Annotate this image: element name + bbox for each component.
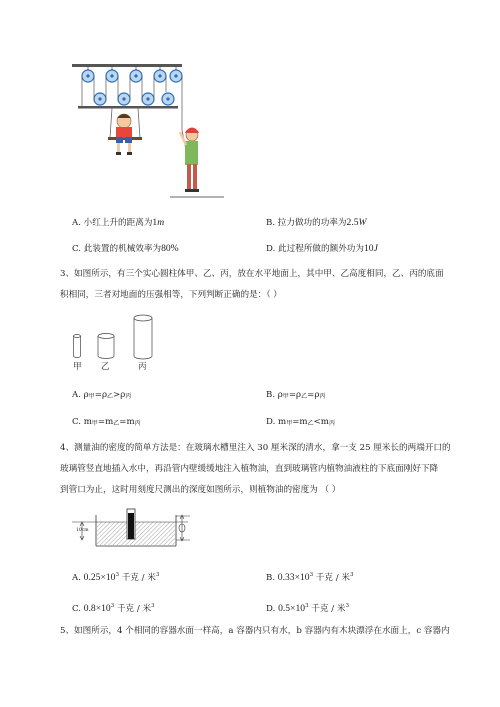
q3-option-b-rho2: =ρ [288, 390, 302, 400]
q4-option-d-unit-exp: 3 [345, 603, 349, 609]
q2-option-c-value: 80% [161, 243, 179, 254]
q2-option-b-unit: W [358, 217, 367, 228]
q3-option-d-m2: =m [292, 417, 308, 427]
q4-option-c-prefix: C. [72, 604, 84, 614]
q2-option-b-value: 2.5 [346, 217, 359, 228]
cylinder-label-jia: 甲 [73, 362, 82, 372]
q3-option-c-m3: =m [119, 417, 135, 427]
q3-option-a-rho3: >ρ [113, 390, 126, 400]
q3-option-d-sub1: 甲 [286, 420, 293, 427]
q3-option-c-m2: =m [97, 417, 114, 427]
q3-option-d-m1: D. m [266, 417, 287, 427]
q2-option-c-prefix: C. 此装置的机械效率为 [72, 244, 162, 254]
q2-option-b-prefix: B. 拉力做功的功率为 [266, 218, 347, 228]
q4-option-a[interactable] [72, 569, 159, 584]
q3-option-b-rho3: =ρ [307, 390, 320, 400]
q4-option-d-prefix: D. [266, 604, 279, 614]
water-region [97, 522, 175, 545]
q4-option-a-exp: 3 [115, 572, 119, 578]
q4-option-b-exp: 3 [309, 572, 314, 578]
q2-option-d-prefix: D. 此过程所做的额外功为 [266, 244, 364, 254]
q2-option-a-value: 1 [152, 217, 158, 228]
q3-option-d-sub3: 丙 [328, 420, 335, 427]
q4-option-d-exp: 3 [305, 603, 309, 609]
q4-option-a-unit: 千克 / 米 [118, 573, 156, 583]
q2-option-a-prefix: A. 小红上升的距离为 [72, 218, 153, 228]
q4-option-d-value: 0.5×10 [278, 603, 306, 614]
q3-option-c-sub1: 甲 [91, 420, 98, 427]
q3-stem-line1: 3、如图所示，有三个实心圆柱体甲、乙、丙，放在水平地面上，其中甲、乙高度相同，乙、丙的底面 [60, 269, 444, 279]
q3-option-a-rho1: A. ρ [72, 390, 89, 400]
q3-option-a-rho2: =ρ [94, 390, 108, 400]
q4-option-c-unit: 千克 / 米 [114, 604, 152, 614]
q4-stem-line2: 玻璃管竖直地插入水中，再沿管内壁缓缓地注入植物油，直到玻璃管内植物油液柱的下底面刚好下降 [60, 464, 439, 474]
q2-option-a-unit: m [157, 217, 165, 228]
q3-option-d-m3: <m [313, 417, 329, 427]
cylinder-label-yi: 乙 [101, 362, 110, 372]
q4-option-a-unit-exp: 3 [155, 572, 160, 578]
cylinder-label-bing: 丙 [138, 362, 147, 372]
q5-stem [60, 621, 450, 642]
q2-option-d-value: 10 [364, 243, 374, 254]
q3-option-a-sub1: 甲 [88, 393, 95, 400]
q2-option-d-unit: J [373, 243, 378, 254]
q4-stem-line3: 到管口为止，这时用刻度尺测出的深度如图所示，则植物油的密度为 （ ） [60, 485, 341, 495]
q4-option-d-unit: 千克 / 米 [308, 604, 346, 614]
q3-option-a-sub3: 丙 [125, 393, 132, 400]
q3-option-c-sub2: 乙 [113, 420, 120, 427]
q4-stem-line1: 4、测量油的密度的简单方法是：在玻璃水槽里注入 30 厘米深的清水，拿一支 25 厘米长的两端开口的 [60, 443, 451, 453]
q4-option-c[interactable] [72, 600, 155, 615]
q4-option-c-value: 0.8×10 [83, 603, 111, 614]
q3-option-b-sub1: 甲 [282, 393, 289, 400]
q4-option-c-unit-exp: 3 [151, 603, 155, 609]
q4-option-b-value: 0.33×10 [277, 572, 310, 583]
q4-option-b[interactable] [266, 569, 353, 584]
q3-option-a-sub2: 乙 [107, 393, 114, 400]
q4-option-a-value: 0.25×10 [83, 572, 116, 583]
q5-stem-line1: 5、如图所示，4 个相同的容器水面一样高，a 容器内只有水，b 容器内有木块漂浮在水面上，c 容器内 [60, 626, 450, 636]
q3-option-c-m1: C. m [72, 417, 92, 427]
oil-column [128, 513, 134, 539]
q4-option-a-prefix: A. [72, 573, 84, 583]
q3-option-b-rho1: B. ρ [266, 390, 283, 400]
q4-option-d[interactable] [266, 600, 349, 615]
q3-option-b-sub2: 乙 [301, 393, 308, 400]
q4-option-b-unit-exp: 3 [349, 572, 354, 578]
q4-option-c-exp: 3 [110, 603, 115, 609]
q4-option-b-unit: 千克 / 米 [313, 573, 350, 583]
q3-option-b-sub3: 丙 [319, 393, 326, 400]
q3-stem-line2: 积相同，三者对地面的压强相等，下列判断正确的是：（ ） [60, 290, 282, 300]
q3-option-d-sub2: 乙 [307, 420, 314, 427]
q4-figure-label: 10cm [76, 528, 89, 533]
q4-option-b-prefix: B. [266, 573, 278, 583]
q3-option-c-sub3: 丙 [134, 420, 141, 427]
